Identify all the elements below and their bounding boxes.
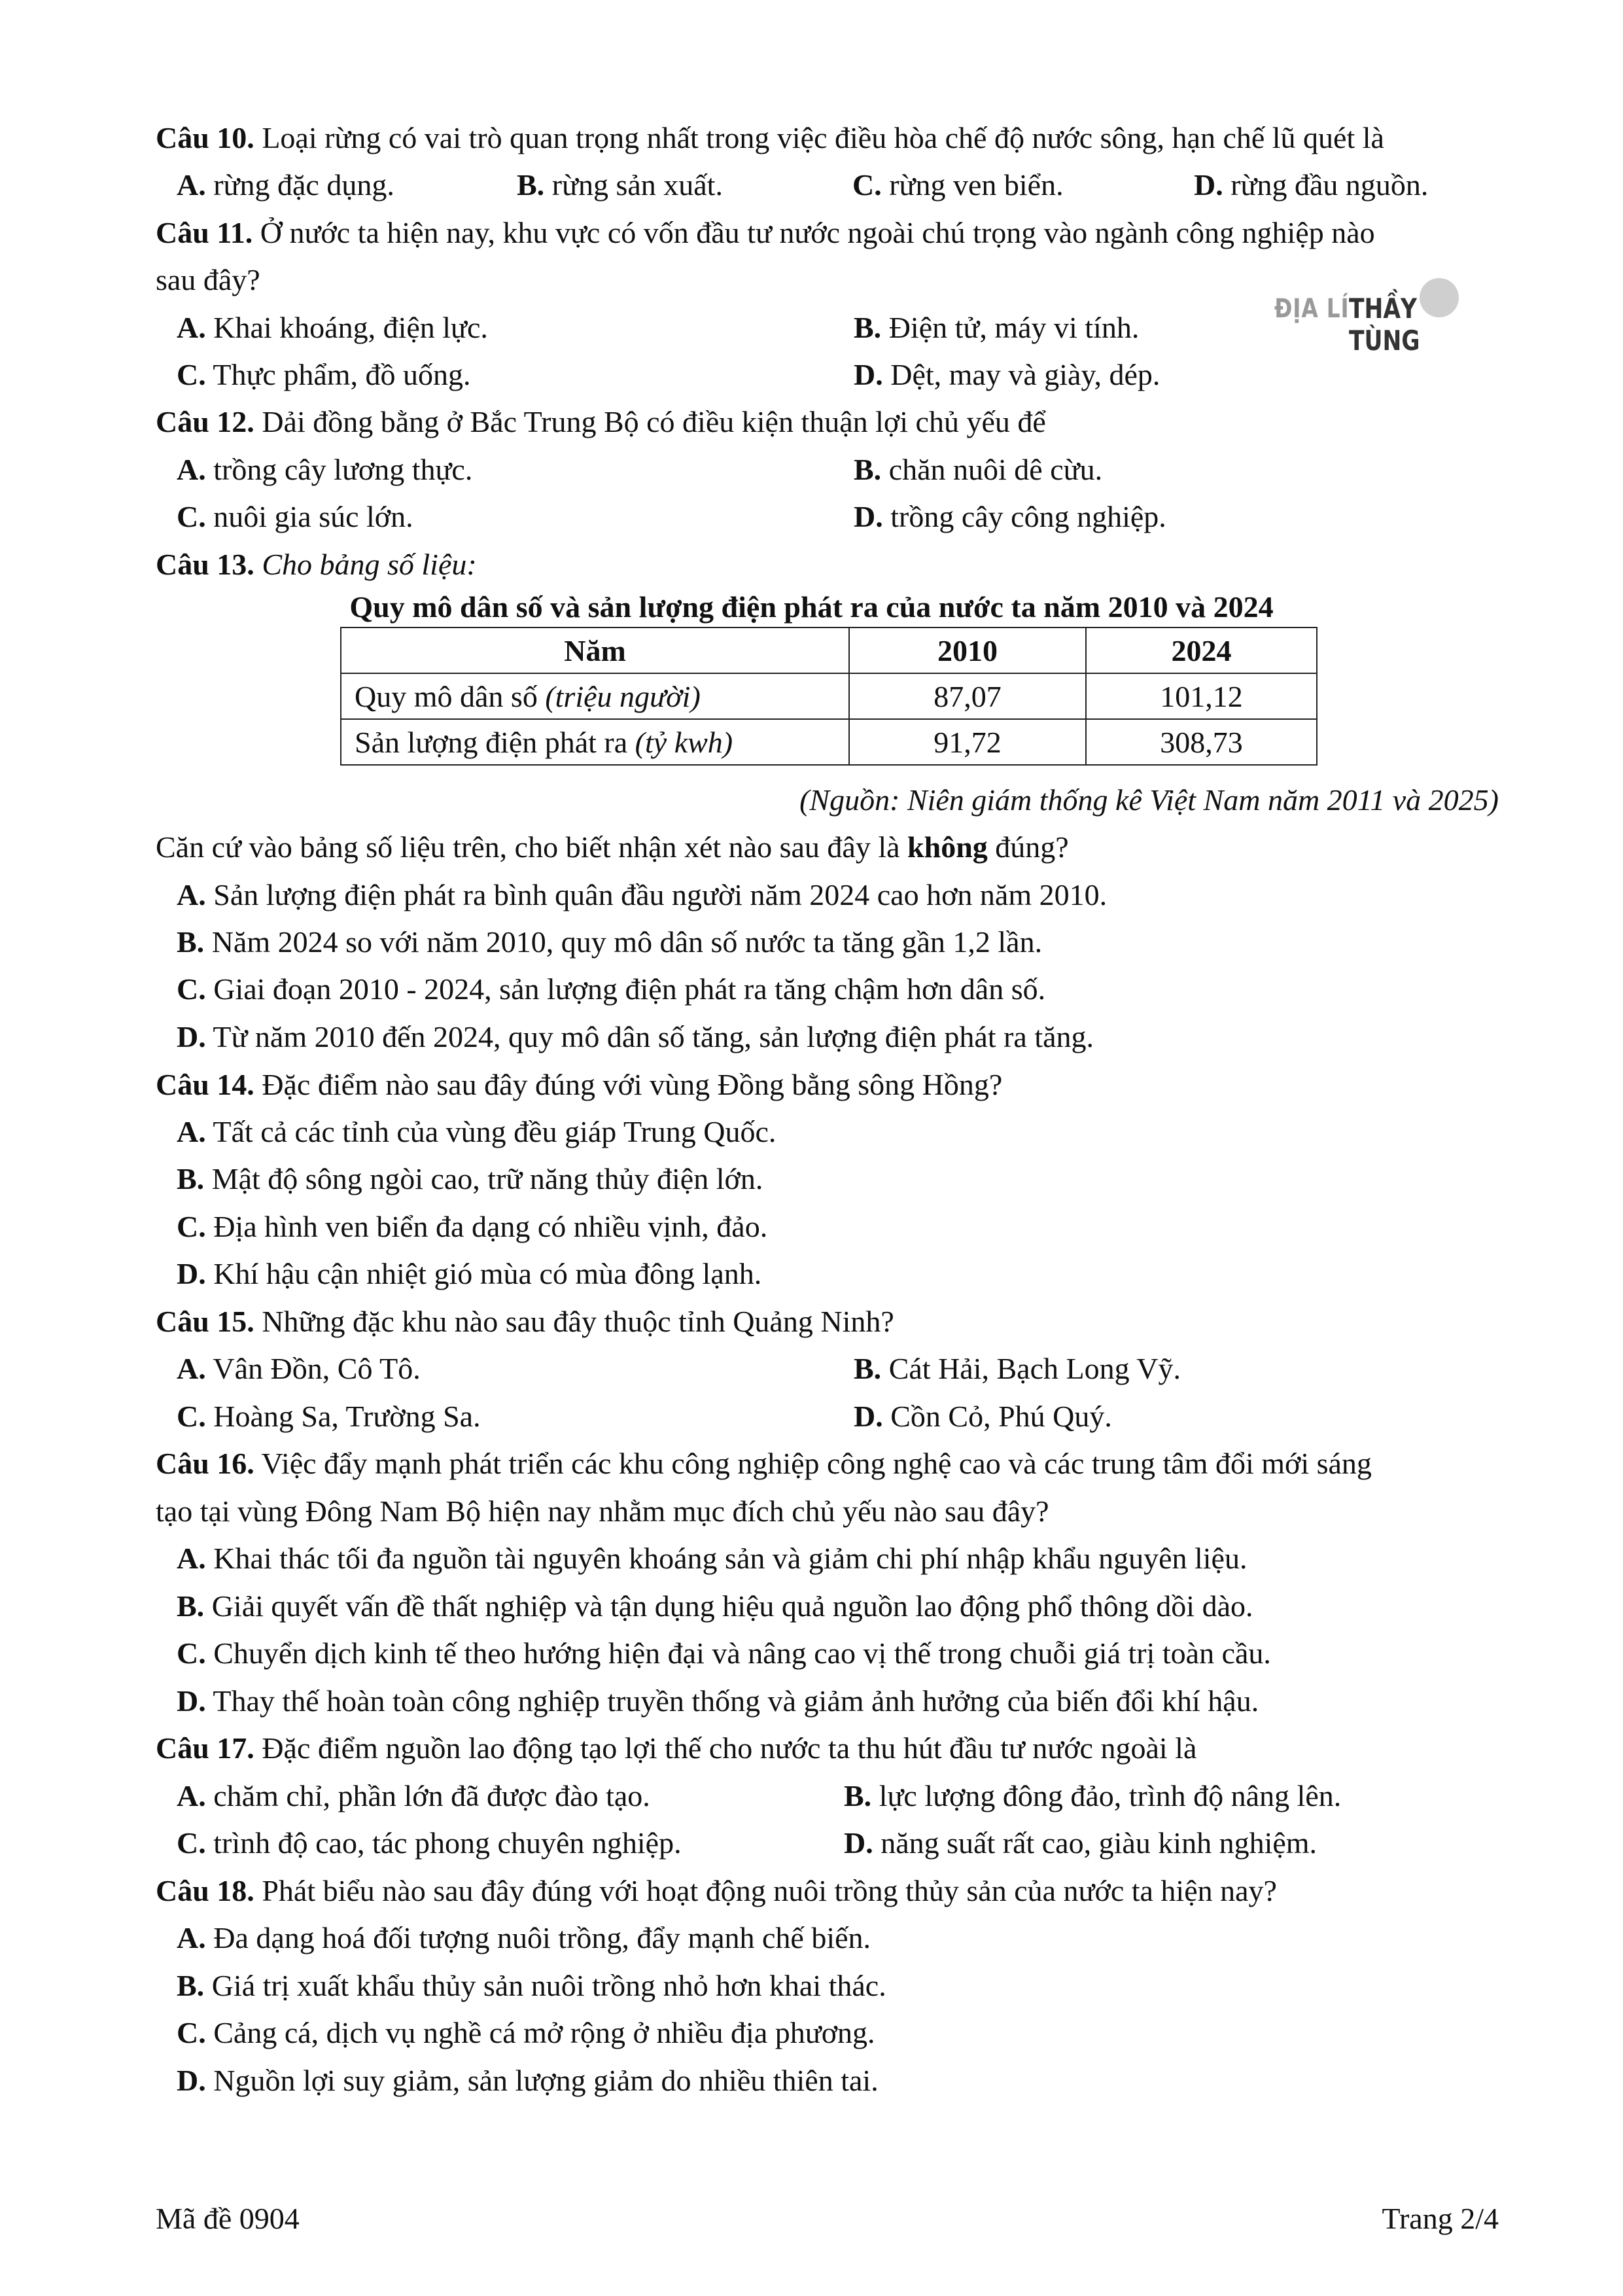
q10-option-a[interactable]: A. rừng đặc dụng. xyxy=(177,168,394,202)
table-title: Quy mô dân số và sản lượng điện phát ra của nước ta năm 2010 và 2024 xyxy=(349,590,1274,624)
q11-option-a[interactable]: A. Khai khoáng, điện lực. xyxy=(177,311,488,344)
q12-option-c[interactable]: C. nuôi gia súc lớn. xyxy=(177,500,413,533)
question-14-stem: Câu 14. Đặc điểm nào sau đây đúng với vùng Đồng bằng sông Hồng? xyxy=(156,1068,1003,1101)
q17-option-d[interactable]: D. năng suất rất cao, giàu kinh nghiệm. xyxy=(844,1826,1318,1860)
page-number: Trang 2/4 xyxy=(1382,2202,1499,2235)
q18-option-a[interactable]: A. Đa dạng hoá đối tượng nuôi trồng, đẩy mạnh chế biến. xyxy=(177,1921,871,1954)
q12-option-b[interactable]: B. chăn nuôi dê cừu. xyxy=(854,453,1103,486)
table-cell: 101,12 xyxy=(1086,673,1317,719)
q15-option-b[interactable]: B. Cát Hải, Bạch Long Vỹ. xyxy=(854,1352,1181,1385)
q10-option-d[interactable]: D. rừng đầu nguồn. xyxy=(1194,168,1429,202)
q16-option-b[interactable]: B. Giải quyết vấn đề thất nghiệp và tận dụng hiệu quả nguồn lao động phổ thông dồi dào. xyxy=(177,1589,1253,1623)
q18-option-b[interactable]: B. Giá trị xuất khẩu thủy sản nuôi trồng nhỏ hơn khai thác. xyxy=(177,1969,886,2002)
table-header-row xyxy=(341,627,1317,673)
q14-option-c[interactable]: C. Địa hình ven biển đa dạng có nhiều vịnh, đảo. xyxy=(177,1210,768,1243)
q10-option-c[interactable]: C. rừng ven biển. xyxy=(852,168,1064,202)
question-11-stem-cont: sau đây? xyxy=(156,263,260,296)
q16-option-c[interactable]: C. Chuyển dịch kinh tế theo hướng hiện đại và nâng cao vị thế trong chuỗi giá trị toàn cầu. xyxy=(177,1636,1271,1670)
data-table xyxy=(340,627,1318,766)
q12-option-d[interactable]: D. trồng cây công nghiệp. xyxy=(854,500,1166,533)
question-15-stem: Câu 15. Những đặc khu nào sau đây thuộc tỉnh Quảng Ninh? xyxy=(156,1305,894,1338)
q13-option-a[interactable]: A. Sản lượng điện phát ra bình quân đầu người năm 2024 cao hơn năm 2010. xyxy=(177,878,1108,911)
q16-option-a[interactable]: A. Khai thác tối đa nguồn tài nguyên khoáng sản và giảm chi phí nhập khẩu nguyên liệu. xyxy=(177,1542,1248,1575)
table-cell: 308,73 xyxy=(1086,719,1317,765)
q11-option-b[interactable]: B. Điện tử, máy vi tính. xyxy=(854,311,1140,344)
table-row-label: Sản lượng điện phát ra (tỷ kwh) xyxy=(341,719,849,765)
question-18-stem: Câu 18. Phát biểu nào sau đây đúng với hoạt động nuôi trồng thủy sản của nước ta hiện nay? xyxy=(156,1874,1277,1907)
table-header-year: Năm xyxy=(341,627,849,673)
table-header-2010: 2010 xyxy=(849,627,1086,673)
exam-code: Mã đề 0904 xyxy=(156,2202,300,2235)
table-header-2024: 2024 xyxy=(1086,627,1317,673)
q18-option-d[interactable]: D. Nguồn lợi suy giảm, sản lượng giảm do nhiều thiên tai. xyxy=(177,2064,879,2097)
q10-option-b[interactable]: B. rừng sản xuất. xyxy=(517,168,723,202)
q13-option-d[interactable]: D. Từ năm 2010 đến 2024, quy mô dân số tăng, sản lượng điện phát ra tăng. xyxy=(177,1020,1094,1053)
table-row xyxy=(341,673,1317,719)
question-17-stem: Câu 17. Đặc điểm nguồn lao động tạo lợi thế cho nước ta thu hút đầu tư nước ngoài là xyxy=(156,1731,1197,1765)
table-row xyxy=(341,719,1317,765)
q17-option-b[interactable]: B. lực lượng đông đảo, trình độ nâng lên. xyxy=(844,1779,1342,1812)
q18-option-c[interactable]: C. Cảng cá, dịch vụ nghề cá mở rộng ở nhiều địa phương. xyxy=(177,2016,875,2049)
q15-option-d[interactable]: D. Cồn Cỏ, Phú Quý. xyxy=(854,1400,1112,1433)
q11-option-c[interactable]: C. Thực phẩm, đồ uống. xyxy=(177,358,471,391)
q14-option-b[interactable]: B. Mật độ sông ngòi cao, trữ năng thủy điện lớn. xyxy=(177,1162,763,1195)
q15-option-c[interactable]: C. Hoàng Sa, Trường Sa. xyxy=(177,1400,481,1433)
question-16-stem-cont: tạo tại vùng Đông Nam Bộ hiện nay nhằm mục đích chủ yếu nào sau đây? xyxy=(156,1494,1049,1528)
q17-option-a[interactable]: A. chăm chỉ, phần lớn đã được đào tạo. xyxy=(177,1779,650,1812)
table-cell: 91,72 xyxy=(849,719,1086,765)
q13-option-c[interactable]: C. Giai đoạn 2010 - 2024, sản lượng điện phát ra tăng chậm hơn dân số. xyxy=(177,972,1046,1006)
brand-logo: ĐỊA LÍ THẦY TÙNG xyxy=(1274,278,1497,337)
q13-option-b[interactable]: B. Năm 2024 so với năm 2010, quy mô dân số nước ta tăng gần 1,2 lần. xyxy=(177,925,1043,959)
table-row-label: Quy mô dân số (triệu người) xyxy=(341,673,849,719)
question-10-stem: Câu 10. Loại rừng có vai trò quan trọng nhất trong việc điều hòa chế độ nước sông, hạn chế lũ quét là xyxy=(156,121,1384,154)
table-source: (Nguồn: Niên giám thống kê Việt Nam năm 2011 và 2025) xyxy=(799,783,1499,817)
q16-option-d[interactable]: D. Thay thế hoàn toàn công nghiệp truyền thống và giảm ảnh hưởng của biến đổi khí hậu. xyxy=(177,1684,1259,1718)
question-13-prompt: Căn cứ vào bảng số liệu trên, cho biết nhận xét nào sau đây là không đúng? xyxy=(156,830,1069,864)
q14-option-d[interactable]: D. Khí hậu cận nhiệt gió mùa có mùa đông lạnh. xyxy=(177,1257,762,1290)
q11-option-d[interactable]: D. Dệt, may và giày, dép. xyxy=(854,358,1161,391)
q15-option-a[interactable]: A. Vân Đồn, Cô Tô. xyxy=(177,1352,421,1385)
question-12-stem: Câu 12. Dải đồng bằng ở Bắc Trung Bộ có điều kiện thuận lợi chủ yếu để xyxy=(156,405,1046,438)
q12-option-a[interactable]: A. trồng cây lương thực. xyxy=(177,453,473,486)
q14-option-a[interactable]: A. Tất cả các tỉnh của vùng đều giáp Trung Quốc. xyxy=(177,1115,777,1148)
question-11-stem: Câu 11. Ở nước ta hiện nay, khu vực có vốn đầu tư nước ngoài chú trọng vào ngành công nghiệp nào xyxy=(156,216,1375,249)
q17-option-c[interactable]: C. trình độ cao, tác phong chuyên nghiệp. xyxy=(177,1826,682,1860)
table-cell: 87,07 xyxy=(849,673,1086,719)
question-13-stem: Câu 13. Cho bảng số liệu: xyxy=(156,548,477,581)
question-16-stem: Câu 16. Việc đẩy mạnh phát triển các khu công nghiệp công nghệ cao và các trung tâm đổi mới sáng xyxy=(156,1447,1372,1480)
